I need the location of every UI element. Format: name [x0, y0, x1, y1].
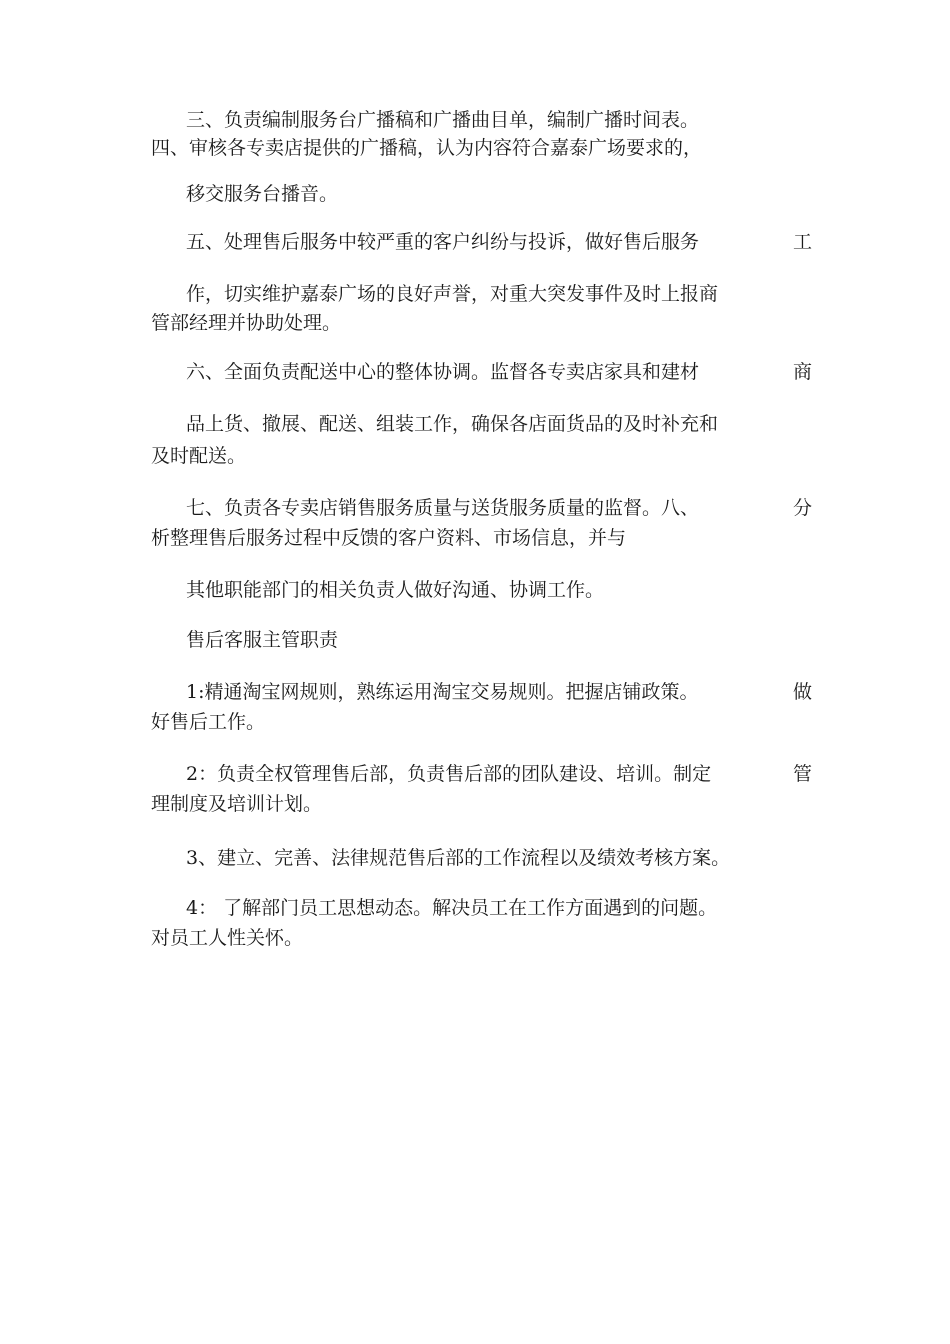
- text-line: 移交服务台播音。: [186, 183, 339, 205]
- text-line: 四、审核各专卖店提供的广播稿，认为内容符合嘉泰广场要求的，: [151, 137, 703, 159]
- section-heading: 售后客服主管职责: [186, 629, 339, 651]
- text-line: 析整理售后服务过程中反馈的客户资料、市场信息，并与: [151, 527, 627, 549]
- text-segment: 1:精通淘宝网规则，熟练运用淘宝交易规则。把握店铺政策。: [186, 681, 699, 703]
- text-line: 管部经理并协助处理。: [151, 312, 342, 334]
- text-line: [186, 762, 812, 786]
- text-line: [186, 496, 812, 520]
- text-segment: 七、负责各专卖店销售服务质量与送货服务质量的监督。八、: [186, 497, 700, 519]
- text-segment: 管: [792, 763, 812, 785]
- text-line: 对员工人性关怀。: [151, 927, 304, 949]
- text-line: 三、负责编制服务台广播稿和广播曲目单，编制广播时间表。: [186, 109, 700, 131]
- text-line: [186, 680, 812, 704]
- text-line: 4： 了解部门员工思想动态。解决员工在工作方面遇到的问题。: [186, 897, 718, 919]
- text-line: 3、建立、完善、法律规范售后部的工作流程以及绩效考核方案。: [186, 847, 731, 869]
- text-segment: 2：负责全权管理售后部，负责售后部的团队建设、培训。制定: [186, 763, 712, 785]
- text-line: 理制度及培训计划。: [151, 793, 323, 815]
- text-line: 作，切实维护嘉泰广场的良好声誉，对重大突发事件及时上报商: [186, 283, 719, 305]
- text-line: [186, 230, 812, 254]
- text-segment: 五、处理售后服务中较严重的客户纠纷与投诉，做好售后服务: [186, 231, 700, 253]
- text-line: 其他职能部门的相关负责人做好沟通、协调工作。: [186, 579, 605, 601]
- text-line: 及时配送。: [151, 445, 247, 467]
- text-segment: 工: [792, 231, 812, 253]
- text-segment: 六、全面负责配送中心的整体协调。监督各专卖店家具和建材: [186, 361, 700, 383]
- text-line: 好售后工作。: [151, 711, 266, 733]
- text-segment: 分: [792, 497, 812, 519]
- text-segment: 商: [792, 361, 812, 383]
- text-line: 品上货、撤展、配送、组装工作，确保各店面货品的及时补充和: [186, 413, 719, 435]
- text-segment: 做: [792, 681, 812, 703]
- text-line: [186, 360, 812, 384]
